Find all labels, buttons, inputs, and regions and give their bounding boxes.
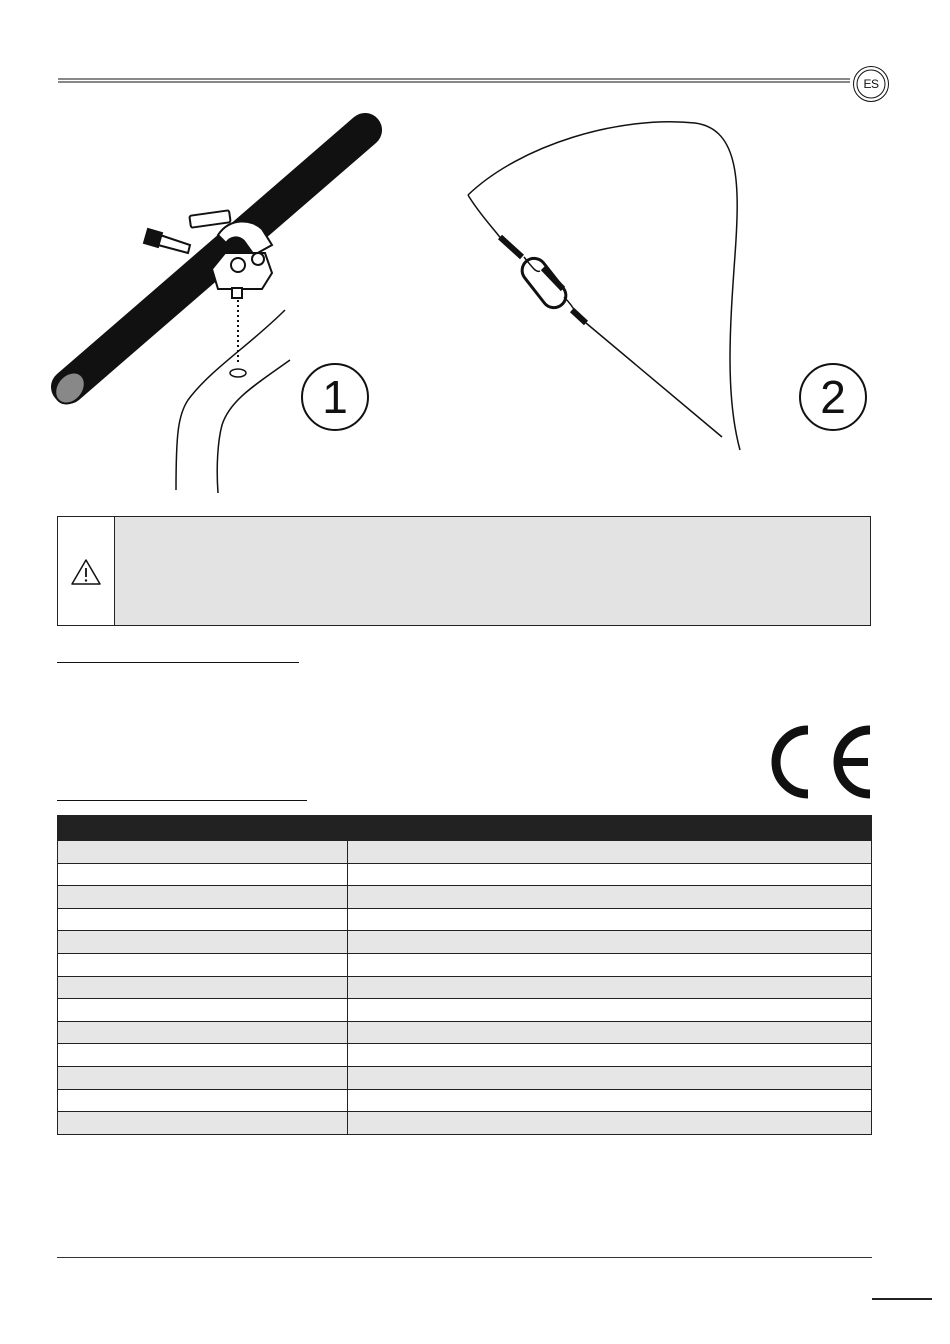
table-cell: [348, 1089, 872, 1112]
header-rule: [58, 78, 850, 84]
warning-box: [57, 516, 871, 626]
table-cell: [58, 931, 348, 954]
table-cell: [348, 1066, 872, 1089]
table-cell: [348, 953, 872, 976]
table-cell: [348, 1112, 872, 1135]
table-cell: [58, 1044, 348, 1067]
table-row: [58, 931, 872, 954]
table-row: [58, 1044, 872, 1067]
table-header-cell: [58, 816, 348, 841]
page-number-rule: [872, 1298, 932, 1300]
table-cell: [348, 999, 872, 1022]
table-cell: [58, 999, 348, 1022]
table-cell: [348, 908, 872, 931]
ce-mark-icon: [766, 722, 874, 802]
table-cell: [58, 1066, 348, 1089]
table-row: [58, 1066, 872, 1089]
table-cell: [348, 1044, 872, 1067]
section-heading-rule: [57, 800, 307, 801]
table-cell: [58, 1021, 348, 1044]
step-2-badge: 2: [799, 363, 867, 431]
table-cell: [58, 1089, 348, 1112]
language-code: ES: [863, 77, 879, 91]
table-cell: [58, 976, 348, 999]
table-cell: [58, 908, 348, 931]
table-cell: [348, 863, 872, 886]
table-row: [58, 1089, 872, 1112]
table-row: [58, 908, 872, 931]
table-cell: [348, 931, 872, 954]
footer-rule: [57, 1257, 872, 1258]
warning-icon-cell: [58, 517, 115, 625]
table-cell: [348, 841, 872, 864]
table-row: [58, 953, 872, 976]
table-cell: [58, 953, 348, 976]
table-cell: [58, 886, 348, 909]
table-header-cell: [348, 816, 872, 841]
table-row: [58, 1021, 872, 1044]
table-cell: [348, 1021, 872, 1044]
table-cell: [58, 841, 348, 864]
table-row: [58, 886, 872, 909]
table-cell: [58, 1112, 348, 1135]
table-row: [58, 863, 872, 886]
step-1-badge: 1: [301, 363, 369, 431]
section-heading-rule: [57, 662, 299, 663]
warning-triangle-icon: [70, 558, 102, 586]
table-row: [58, 1112, 872, 1135]
clamp-illustration: [40, 105, 390, 500]
table-cell: [58, 863, 348, 886]
language-badge: [852, 65, 890, 103]
table-row: [58, 976, 872, 999]
spec-table: [57, 815, 872, 1135]
table-row: [58, 999, 872, 1022]
table-header-row: [58, 816, 872, 841]
table-cell: [348, 886, 872, 909]
table-row: [58, 841, 872, 864]
table-cell: [348, 976, 872, 999]
